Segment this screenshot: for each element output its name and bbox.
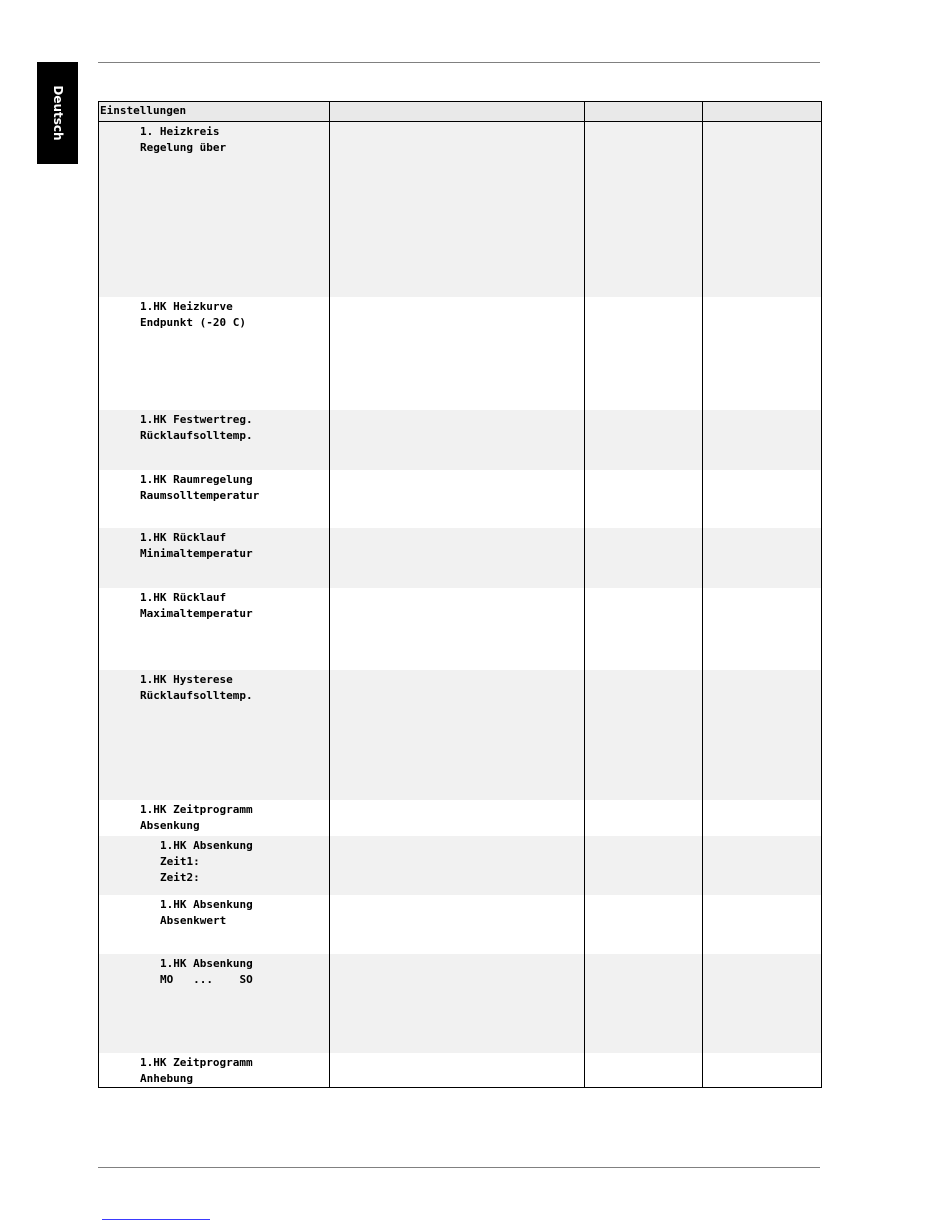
row-line: Raumsolltemperatur bbox=[140, 488, 260, 502]
row-line: MO ... SO bbox=[160, 972, 253, 986]
row-line: Rücklaufsolltemp. bbox=[140, 428, 253, 442]
row-line: 1.HK Zeitprogramm bbox=[140, 802, 253, 816]
table-row bbox=[99, 670, 822, 800]
footer-link-underline bbox=[102, 1219, 210, 1220]
row-line: Rücklaufsolltemp. bbox=[140, 688, 253, 702]
table-row bbox=[99, 410, 822, 470]
row-line: Zeit1: bbox=[160, 854, 200, 868]
header-col-4 bbox=[703, 102, 822, 122]
row-line: 1.HK Zeitprogramm bbox=[140, 1055, 253, 1069]
table-row bbox=[99, 528, 822, 588]
row-line: Absenkung bbox=[140, 818, 200, 832]
table-row bbox=[99, 895, 822, 954]
header-col-2 bbox=[330, 102, 585, 122]
row-line: 1.HK Hysterese bbox=[140, 672, 233, 686]
row-line: 1. Heizkreis bbox=[140, 125, 220, 138]
row-line: Endpunkt (-20 C) bbox=[140, 315, 246, 329]
header-col-3 bbox=[585, 102, 703, 122]
table-row bbox=[99, 800, 822, 836]
table-row bbox=[99, 297, 822, 410]
row-line: 1.HK Rücklauf bbox=[140, 530, 227, 544]
row-line: 1.HK Raumregelung bbox=[140, 472, 253, 486]
row-line: 1.HK Festwertreg. bbox=[140, 412, 253, 426]
row-line: Minimaltemperatur bbox=[140, 546, 253, 560]
row-line: 1.HK Absenkung bbox=[160, 838, 253, 852]
top-rule bbox=[98, 62, 820, 63]
row-line: Zeit2: bbox=[160, 870, 200, 884]
table-header-row bbox=[99, 102, 822, 122]
row-line: 1.HK Absenkung bbox=[160, 956, 253, 970]
table-row bbox=[99, 954, 822, 1053]
settings-table bbox=[98, 101, 822, 1088]
table-row bbox=[99, 122, 822, 297]
table-row bbox=[99, 836, 822, 895]
row-line: Anhebung bbox=[140, 1071, 193, 1085]
row-line: Maximaltemperatur bbox=[140, 606, 253, 620]
header-settings: Einstellungen bbox=[99, 102, 330, 122]
row-line: Absenkwert bbox=[160, 913, 227, 927]
language-tab[interactable] bbox=[37, 62, 78, 164]
table-row bbox=[99, 470, 822, 528]
row-line: 1.HK Heizkurve bbox=[140, 299, 233, 313]
table-row bbox=[99, 588, 822, 670]
row-line: 1.HK Absenkung bbox=[160, 897, 253, 911]
row-line: Regelung über bbox=[140, 141, 227, 154]
language-tab-label: Deutsch bbox=[50, 85, 65, 141]
table-row bbox=[99, 1053, 822, 1088]
row-line: 1.HK Rücklauf bbox=[140, 590, 227, 604]
bottom-rule bbox=[98, 1167, 820, 1168]
